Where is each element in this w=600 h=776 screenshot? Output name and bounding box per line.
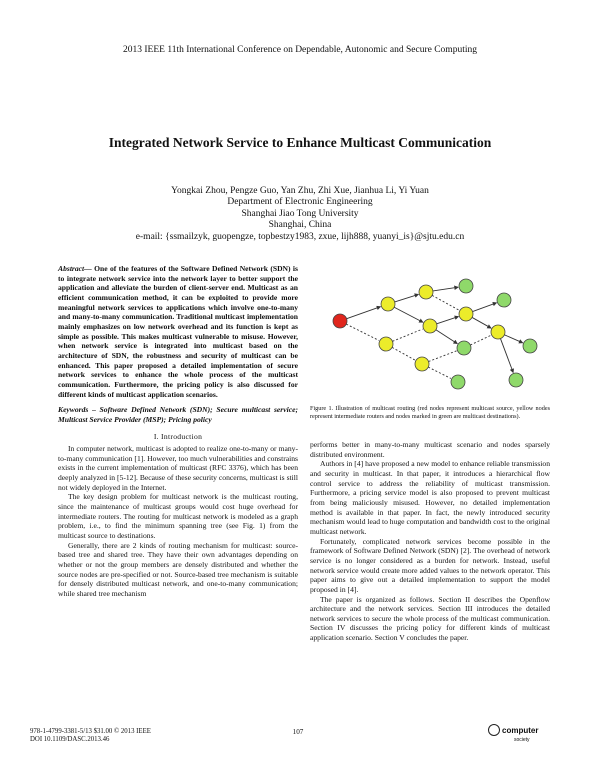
network-link [392,329,422,341]
logo-text-society: society [514,737,530,743]
destination-node [509,373,523,387]
intro-paragraph: The key design problem for multicast network is the multicast routing, since the maintenance of multicast groups would cost huge overhead for intermediate routers. The routing for multicast network is modeled as a graph problem, i.e., to find the minimum spanning tree (see Fig. 1) from the multicast source to destinations. [58,492,298,541]
routing-arrow [500,339,513,373]
body-paragraph: Authors in [4] have proposed a new model to enhance reliable transmission and security in multicast. In that paper, it introduces a hierarchical flow control service to address the reliability of multicast transmission. Furthermore, a pricing service model is also proposed to prevent multicast from being maliciously misused. However, no detailed implementation method is available in that paper. In fact, the newly introduced security mechanism would lead to huge computation and bandwidth cost to the original multicast network. [310,459,550,536]
network-link [432,295,459,310]
destination-node [459,279,473,293]
paper-title: Integrated Network Service to Enhance Multicast Communication [108,135,492,150]
figure-caption: Figure 1. Illustration of multicast routing (red nodes represent multicast source, yellow nodes represent intermediate routers and nodes marked in green are multicast destinations). [310,405,550,420]
router-node [415,357,429,371]
body-paragraph: The paper is organized as follows. Section II describes the Openflow architecture and the network services. Section III introduces the detailed network services to secure the whole process of the multicast communication. Section IV discusses the pricing policy for different kinds of multicast application scenario. Section V concludes the paper. [310,594,550,643]
router-node [381,297,395,311]
body-paragraph: performs better in many-to-many multicast scenario and nodes sparsely distributed environment. [310,440,550,459]
network-link [392,347,415,360]
page-number: 107 [292,728,304,736]
keywords [58,405,298,424]
routing-arrow [394,307,423,322]
router-node [459,307,473,321]
logo-text-computer: computer [502,726,539,735]
router-node [423,319,437,333]
intro-paragraph: In computer network, multicast is adopted to realize one-to-many or many-to-many communication [1]. However, too much vulnerabilities and constrains exists in the current implementation of multicast (RFC 3376), which has been deeply analyzed in [5-12]. Because of these security concerns, multicast is still not widely deployed in the Internet. [58,444,298,492]
logo-mark-icon [488,724,500,736]
abstract-label: Abstract— [58,264,92,273]
destination-node [457,341,471,355]
author-block [0,186,600,243]
figure-nodes [333,279,537,389]
section-heading-introduction: I. Introduction [153,431,203,441]
footer-copyright [30,728,151,744]
routing-arrow [395,294,419,301]
author-city: Shanghai, China [268,220,332,231]
computer-society-logo [488,722,548,748]
left-column [58,264,298,599]
routing-arrow [347,307,381,319]
multicast-routing-figure [318,268,548,398]
body-paragraph: Fortunately, complicated network services become possible in the framework of Software Defined Network (SDN) [2]. The overhead of network service is no longer considered as a burden for network. Instead, useful network service would create more added values to the network operator. This paper aims to give out a detailed implementation to support the model proposed in [4]. [310,536,550,594]
keywords-text: Software Defined Network (SDN); Secure multicast service; Multicast Service Provider (MSP); Pricing policy [58,405,298,424]
author-email: e-mail: {ssmailzyk, guopengze, topbestzy1983, zxue, lijh888, yuanyi_is}@sjtu.edu.cn [135,231,465,242]
routing-arrow [436,330,457,344]
network-link [346,324,379,340]
destination-node [451,375,465,389]
footer-doi: DOI 10.1109/DASC.2013.46 [30,736,110,743]
router-node [379,337,393,351]
abstract-text: One of the features of the Software Defined Network (SDN) is to integrate network service into the network layer to better support the application and alleviate the burden of client-server end. Multicast as an efficient communication method, it can be exploited to provide more meaningful network services to applications which involve one-to-many and many-to-many communication. Traditional multicast implementation mainly emphasizes on low network overhead and its function is kept as simple as possible. This makes multicast vulnerable to misuse. However, when network service is integrated into multicast based on the architecture of SDN, the robustness and security of multicast can be enhanced. This paper proposed a detailed implementation of secure network services to enhance the whole process of the multicast communication. Furthermore, the pricing policy is also discussed for different kinds of multicast application scenarios. [58,264,298,399]
source-node [333,314,347,328]
abstract [58,264,298,399]
network-link [470,335,490,345]
right-column [310,440,550,643]
routing-arrow [433,287,458,291]
author-university: Shanghai Jiao Tong University [241,208,359,219]
keywords-label: Keywords – [58,405,100,415]
network-link [428,367,451,378]
destination-node [523,339,537,353]
router-node [419,285,433,299]
routing-arrow [437,317,459,324]
router-node [491,325,505,339]
author-department: Department of Electronic Engineering [227,197,373,208]
conference-header: 2013 IEEE 11th International Conference on Dependable, Autonomic and Secure Computing [123,45,477,55]
author-names: Yongkai Zhou, Pengze Guo, Yan Zhu, Zhi Xue, Jianhua Li, Yi Yuan [171,186,429,196]
routing-arrow [504,335,522,343]
intro-paragraph: Generally, there are 2 kinds of routing mechanism for multicast: source-based tree and shared tree. They have their own advantages depending on whether or not the group members are densely distributed and whether the source nodes are pre-specified or not. Source-based tree mechanism is suitable for densely distributed multicast network, and one-to-many communication; while shared tree mechanism [58,540,298,598]
routing-arrow [472,317,491,328]
footer-isbn: 978-1-4799-3381-5/13 $31.00 © 2013 IEEE [30,728,151,735]
destination-node [497,293,511,307]
routing-arrow [473,303,497,312]
network-link [429,351,457,362]
